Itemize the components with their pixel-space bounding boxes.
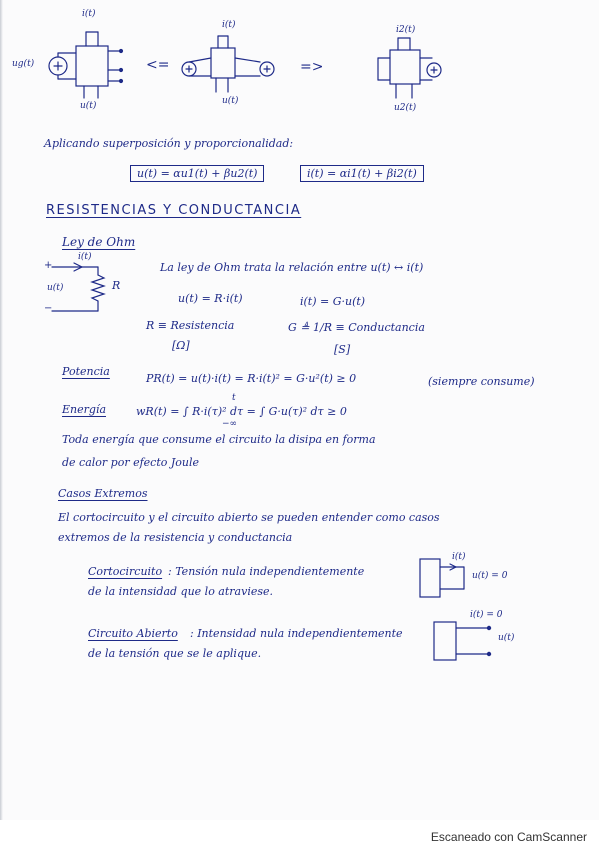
page-edge-shadow [0,0,3,830]
energy-formula: wR(t) = ∫ R·i(τ)² dτ = ∫ G·u(τ)² dτ ≥ 0 [136,405,347,418]
left-diagram-current-label: i(t) [82,9,96,19]
open-circuit-voltage-label: u(t) [498,633,515,643]
resistance-unit: [Ω] [172,339,190,352]
ohm-statement: La ley de Ohm trata la relación entre u(t) ↔ i(t) [160,261,424,274]
ohm-heading: Ley de Ohm [62,235,136,249]
ohm-diagram-minus-sign: − [44,303,53,314]
open-circuit-current-label: i(t) = 0 [470,610,503,620]
middle-diagram-current-label: i(t) [222,20,236,30]
extreme-intro-line-2: extremos de la resistencia y conductancia [58,531,293,544]
arrow-left-symbol: <= [146,57,170,73]
energy-label: Energía [62,403,106,416]
ohm-diagram-resistor-label: R [112,279,121,292]
two-port-diagram-right [368,20,468,115]
left-diagram-source-label: ug(t) [12,59,35,69]
power-note: (siempre consume) [428,375,535,388]
ohm-diagram-voltage-label: u(t) [47,283,64,293]
ohm-diagram-current-label: i(t) [78,252,92,262]
superposition-voltage-equation: u(t) = αu1(t) + βu2(t) [130,165,264,182]
arrow-right-symbol: => [300,59,324,75]
conductance-unit: [S] [334,343,351,356]
resistance-definition: R ≡ Resistencia [146,319,235,332]
right-diagram-voltage-label: u2(t) [394,103,417,113]
energy-integral-upper-limit: t [232,393,236,403]
superposition-current-equation: i(t) = αi1(t) + βi2(t) [300,165,424,182]
short-circuit-text-line-1: : Tensión nula independientemente [168,565,365,578]
energy-text-line-2: de calor por efecto Joule [62,456,200,469]
two-port-diagram-left [28,18,138,113]
left-diagram-voltage-label: u(t) [80,101,97,111]
power-formula: PR(t) = u(t)·i(t) = R·i(t)² = G·u²(t) ≥ 0 [146,372,357,385]
short-circuit-voltage-label: u(t) = 0 [472,571,508,581]
extreme-cases-heading: Casos Extremos [58,487,148,500]
section-title: RESISTENCIAS Y CONDUCTANCIA [46,203,302,218]
ohm-diagram-plus-sign: + [44,260,53,271]
open-circuit-diagram [432,618,515,668]
power-label: Potencia [62,365,110,378]
short-circuit-text-line-2: de la intensidad que lo atraviese. [88,585,273,598]
camscanner-watermark: Escaneado con CamScanner [430,830,587,844]
short-circuit-label: Cortocircuito [88,565,163,578]
energy-text-line-1: Toda energía que consume el circuito la disipa en forma [62,433,376,446]
ohm-current-equation: i(t) = G·u(t) [300,295,366,308]
ohm-voltage-equation: u(t) = R·i(t) [178,292,243,305]
right-diagram-current-label: i2(t) [396,25,416,35]
conductance-definition: G ≜ 1/R ≡ Conductancia [288,321,425,334]
short-circuit-current-label: i(t) [452,552,466,562]
energy-integral-lower-limit: −∞ [222,419,238,429]
open-circuit-text-line-1: : Intensidad nula independientemente [190,627,403,640]
extreme-intro-line-1: El cortocircuito y el circuito abierto se pueden entender como casos [58,511,440,524]
middle-diagram-voltage-label: u(t) [222,96,239,106]
open-circuit-label: Circuito Abierto [88,627,178,640]
open-circuit-text-line-2: de la tensión que se le aplique. [88,647,262,660]
superposition-label: Aplicando superposición y proporcionalidad: [44,137,294,150]
